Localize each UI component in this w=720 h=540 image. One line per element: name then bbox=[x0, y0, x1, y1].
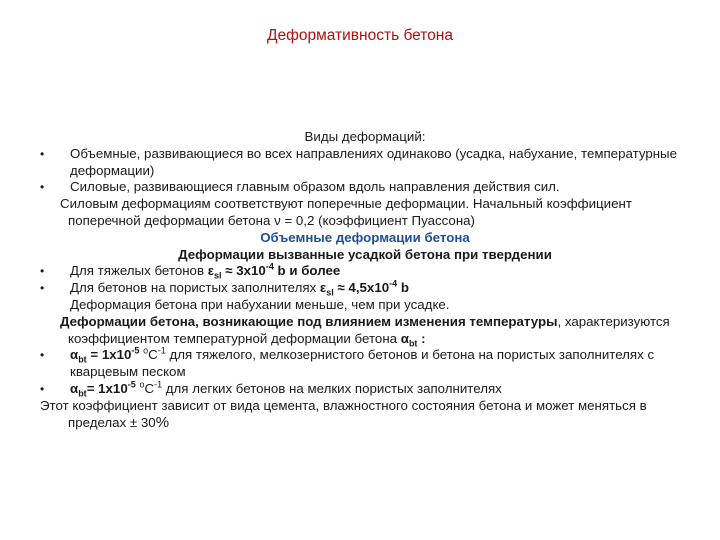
porous-text: Для бетонов на пористых заполнителях bbox=[70, 280, 320, 296]
bullet-icon: • bbox=[40, 180, 45, 195]
list-item-alpha-heavy bbox=[40, 347, 690, 381]
volumetric-text: Объемные, развивающиеся во всех направлениях одинаково (усадка, набухание, температурные деформации) bbox=[70, 145, 678, 178]
porous-value: ≈ 4,5x10 bbox=[333, 280, 390, 296]
heavy-tail-b: b и более bbox=[273, 263, 341, 279]
heavy-text: Для тяжелых бетонов bbox=[70, 263, 208, 279]
alpha-value: = 1x10 bbox=[86, 347, 132, 363]
alpha-value: = 1x10 bbox=[86, 380, 128, 396]
volumetric-heading: Объемные деформации бетона bbox=[260, 229, 470, 245]
deformation-types-heading: Виды деформаций: bbox=[304, 129, 426, 144]
degree-mark: о bbox=[139, 379, 145, 390]
temperature-colon: : bbox=[417, 330, 426, 346]
force-note: Силовым деформациям соответствуют поперечные деформации. Начальный коэффициент поперечной деформации бетона ν = 0,2 (коэффициент Пуассона) bbox=[60, 196, 632, 228]
alpha-symbol: α bbox=[400, 330, 409, 346]
porous-exponent: -4 bbox=[389, 278, 398, 289]
alpha-symbol: α bbox=[70, 347, 79, 363]
degree-mark: о bbox=[143, 345, 149, 356]
alpha-subscript: bt bbox=[78, 388, 87, 399]
alpha-exponent: -5 bbox=[127, 379, 136, 390]
celsius: С bbox=[148, 347, 158, 363]
slide-title: Деформативность бетона bbox=[267, 27, 453, 44]
list-item-force bbox=[40, 179, 690, 196]
alpha-exponent: -5 bbox=[131, 345, 140, 356]
final-note-text: Этот коэффициент зависит от вида цемента, влажностного состояния бетона и может меняться в пределах ± 30 bbox=[40, 397, 647, 430]
list-item-volumetric bbox=[40, 146, 690, 180]
percent-sign: % bbox=[155, 413, 170, 431]
list-item-porous-concrete bbox=[40, 280, 690, 297]
heavy-exponent: -4 bbox=[265, 261, 274, 272]
force-text: Силовые, развивающиеся главным образом вдоль направления действия сил. bbox=[70, 179, 560, 195]
temperature-heading: Деформации бетона, возникающие под влиянием изменения температуры bbox=[60, 313, 558, 329]
bullet-icon: • bbox=[40, 381, 45, 396]
final-note bbox=[0, 398, 690, 432]
celsius: С bbox=[144, 380, 155, 396]
slide-body bbox=[40, 129, 690, 431]
alpha-subscript: bt bbox=[78, 355, 87, 366]
heavy-value: ≈ 3x10 bbox=[221, 263, 266, 279]
alpha-symbol: α bbox=[70, 380, 79, 396]
epsilon-subscript: sl bbox=[214, 271, 222, 282]
bullet-icon: • bbox=[40, 348, 45, 363]
temperature-text: , характеризуются коэффициентом температурной деформации бетона bbox=[68, 313, 670, 346]
bullet-icon: • bbox=[40, 264, 45, 279]
porous-tail-b: b bbox=[397, 280, 409, 296]
bullet-icon: • bbox=[40, 146, 45, 161]
bullet-icon: • bbox=[40, 281, 45, 296]
swelling-note: Деформация бетона при набухании меньше, чем при усадке. bbox=[70, 296, 450, 312]
list-item-heavy-concrete bbox=[40, 263, 690, 280]
epsilon-subscript: sl bbox=[326, 287, 334, 298]
temperature-paragraph bbox=[40, 314, 690, 348]
shrinkage-heading: Деформации вызванные усадкой бетона при твердении bbox=[178, 246, 552, 262]
celsius-exponent: -1 bbox=[154, 379, 163, 390]
epsilon-symbol: ε bbox=[207, 263, 215, 279]
celsius-exponent: -1 bbox=[157, 345, 166, 356]
epsilon-symbol: ε bbox=[319, 280, 327, 296]
alpha-light-text: для легких бетонов на мелких пористых заполнителях bbox=[162, 380, 502, 396]
list-item-alpha-light bbox=[40, 381, 690, 398]
alpha-subscript: bt bbox=[408, 338, 418, 349]
alpha-heavy-text: для тяжелого, мелкозернистого бетонов и бетона на пористых заполнителях с кварцевым песком bbox=[70, 347, 655, 380]
